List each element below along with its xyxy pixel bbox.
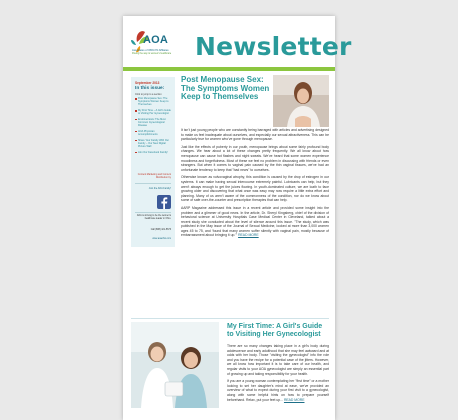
newsletter-header [123, 16, 352, 64]
logo-tagline: Paving the way to women's healthcare [132, 53, 172, 55]
sidebar-heading: In this issue: [135, 86, 165, 91]
article1-photo [273, 75, 329, 127]
sidebar-item-endometriosis[interactable]: Endometriosis: The Most Common Gynecological Disease [135, 118, 173, 128]
article2-paragraph-text: If you are a young woman contemplating her "first time" or a mother looking to set her daughter's mind at ease, we've provided an overview of what to expect during your first visit to a gynecologist, along with some helpful hints on how to prepare yourself beforehand. Relax, put your feet up... [227, 379, 329, 402]
sidebar-item-facebook[interactable]: Join Our Facebook Family! [135, 151, 173, 154]
article1-paragraph: Just like the effects of puberty in our youth, menopause brings about some fairly profound body changes. We hear about a lot of these changes pretty frequently. We all know about how menopause can cause hot flashes and night sweats. We've heard that some women experience moodiness and forgetfulness. Most of these we feel no problem in discussing with friends or even strangers. But when it comes to vaginal pain caused by the thin vaginal tissues, we've had an unfortunate tendency to keep that "bad news" to ourselves. [181, 144, 329, 172]
newsletter-page [123, 16, 352, 420]
issue-date: September 2013 [135, 81, 160, 85]
sidebar-item-first-time[interactable]: My First Time – A Girl's Guide to Visiting Her Gynecologist [135, 109, 173, 115]
newsletter-title: Newsletter [195, 32, 352, 61]
article2-body [227, 344, 329, 405]
logo-subtitle: Associates of OB/GYN Affiliates [132, 49, 169, 52]
header-rule [123, 67, 335, 71]
article1-read-more-link[interactable]: READ MORE [238, 233, 259, 238]
article2-title[interactable]: My First Time: A Girl's Guide to Visiting Her Gynecologist [227, 323, 323, 338]
logo-abbrev: AOA [143, 34, 169, 46]
jump-hint: Click to jump to a section [135, 93, 162, 96]
sidebar-divider [135, 183, 171, 184]
website-link[interactable]: www.aoaohio.com [152, 238, 171, 240]
sidebar-item-post-menopause[interactable]: Post Menopause Sex: The Symptoms Women Keep to Themselves [135, 97, 173, 107]
sidebar-item-accomplishments[interactable]: AOA Physician Accomplishments [135, 130, 173, 136]
article-divider [131, 318, 329, 319]
article1-paragraph-text: AARP Magazine addressed this issue in a recent article and provided some insight into the problem and a glimmer of good news. In the article, Dr. Sheryl Kingsberg, chief of the division of behavioral science at University Hospitals Case Medical Center in Cleveland, talked about a recent study she conducted about the level of silence around this issue. "The study, which was published in the May issue of the Journal of Sexual Medicine, looked at more than 3,000 women ages 45 to 75, and 'found that many women suffer silently with vaginal pain, mostly because of embarrassment about bringing it up.'" [181, 205, 329, 238]
sidebar-list [135, 97, 173, 156]
aoa-blurb: AOA is striving to be the women's healthcare leader in Ohio. [136, 215, 171, 220]
facebook-icon[interactable] [157, 195, 171, 209]
content-marketing-note: Content Marketing and Content Distribution by [137, 173, 171, 179]
phone-number: Call (888) 421-5676 [150, 229, 171, 231]
article2-paragraph: There are so many changes taking place in a girl's body during adolescence and early adulthood that she may feel awkward and at odds with her body. Those "visiting the gynecologist" info the role and you have the recipe for a potential case of the jitters. However, we all know how important it is to take care of our health, and regular visits to your AOA gynecologist are simply an essential part of growing up and taking responsibility for your health. [227, 344, 329, 376]
article2-paragraph [227, 379, 329, 402]
article1-paragraph: Otherwise known as vulvovaginal atrophy, this condition is caused by the drop of estrogen in our systems. It can make having sexual intercourse extremely painful. Lubricants can help, but they aren't always enough to get the juices flowing. In youth-dominated culture, we are loath to face growing older and discovering that what once was easy may now require a little extra effort and planning. Many of us aren't aware of the commonness of the condition, nor do we know about some of safe over-the-counter and prescription therapies that can help. [181, 175, 329, 203]
sidebar [131, 77, 175, 247]
article2-photo [131, 322, 219, 408]
join-family-link[interactable]: Join the AOA Family! [148, 187, 171, 190]
article1-paragraph [181, 206, 329, 238]
article2-read-more-link[interactable]: READ MORE [283, 397, 305, 402]
sidebar-item-picture-wall[interactable]: Share Your Family With Our Family – Our New Digital Picture Wall [135, 139, 173, 149]
article1-title[interactable]: Post Menopause Sex: The Symptoms Women Keep to Themselves [181, 75, 270, 102]
article1-body [181, 128, 329, 241]
article1-paragraph: It isn't just young people who are constantly being barraged with articles and advertising designed to make us feel inadequate about ourselves, and especially our sexual attractiveness. This can be particularly true for women who've gone through menopause. [181, 128, 329, 142]
sidebar-divider [135, 212, 171, 213]
